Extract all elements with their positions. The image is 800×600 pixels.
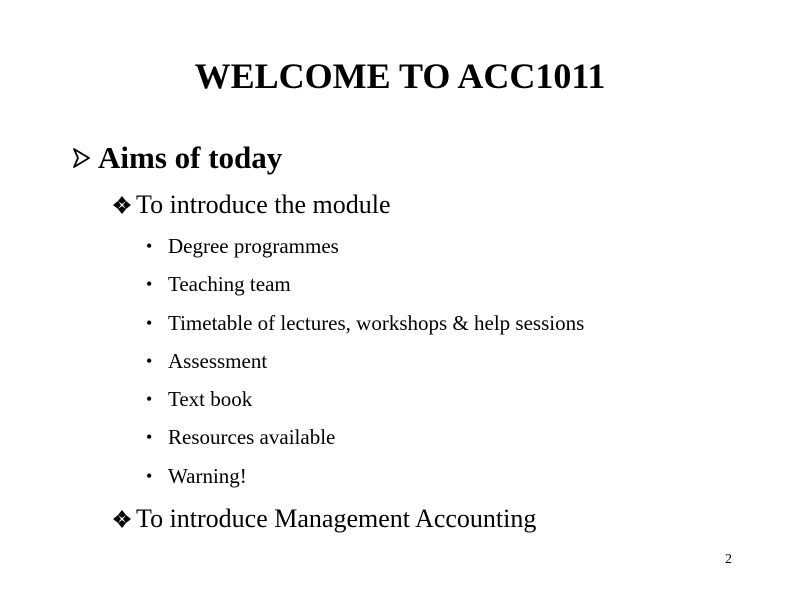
list-item: [146, 385, 252, 413]
arrow-bullet-icon: [72, 147, 98, 169]
list-item: [146, 462, 247, 490]
section-label: To introduce the module: [136, 190, 391, 219]
page-number: 2: [725, 552, 732, 567]
list-item-label: Teaching team: [168, 271, 291, 296]
dot-bullet-icon: •: [146, 465, 153, 486]
section-introduce-module: [112, 188, 391, 222]
dot-bullet-icon: •: [146, 388, 153, 409]
diamond-bullet-icon: [112, 509, 136, 529]
list-item-label: Warning!: [168, 463, 247, 488]
dot-bullet-icon: •: [146, 426, 153, 447]
list-item-label: Resources available: [168, 424, 336, 449]
dot-bullet-icon: •: [146, 273, 153, 294]
dot-bullet-icon: •: [146, 350, 153, 371]
list-item: [146, 232, 339, 260]
list-item-label: Degree programmes: [168, 233, 339, 258]
heading-aims: [72, 138, 282, 178]
section-introduce-management-accounting: [112, 502, 536, 536]
list-item-label: Assessment: [168, 348, 268, 373]
list-item-label: Timetable of lectures, workshops & help sessions: [168, 310, 585, 335]
list-item: [146, 309, 584, 337]
list-item: [146, 423, 335, 451]
dot-bullet-icon: •: [146, 312, 153, 333]
list-item: [146, 270, 291, 298]
dot-bullet-icon: •: [146, 235, 153, 256]
section-label: To introduce Management Accounting: [136, 504, 537, 533]
list-item-label: Text book: [168, 386, 253, 411]
slide-title: WELCOME TO ACC1011: [194, 56, 606, 96]
diamond-bullet-icon: [112, 195, 136, 215]
list-item: [146, 347, 267, 375]
heading-label: Aims of today: [98, 140, 283, 175]
